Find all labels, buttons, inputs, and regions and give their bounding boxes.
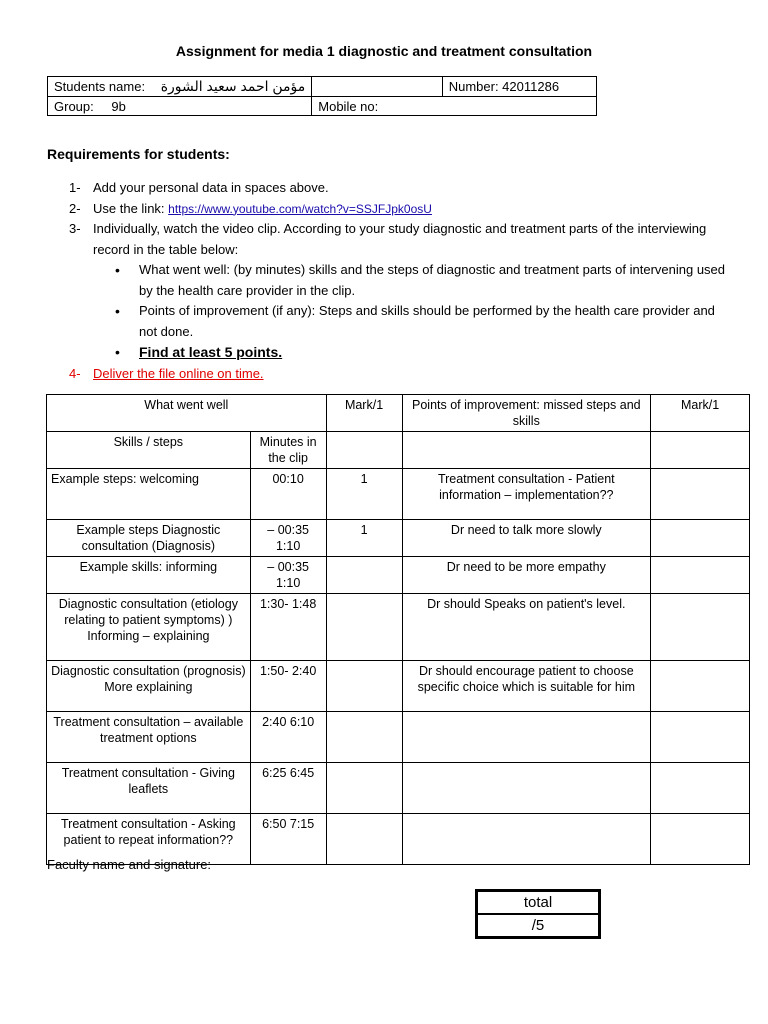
improvement-cell[interactable] bbox=[402, 814, 651, 865]
skill-cell[interactable]: Example skills: informing bbox=[47, 557, 251, 594]
bullet-item bbox=[47, 301, 727, 342]
list-item bbox=[47, 178, 727, 199]
skill-cell[interactable]: Diagnostic consultation (prognosis) More explaining bbox=[47, 661, 251, 712]
minutes-cell[interactable]: – 00:35 1:10 bbox=[250, 557, 326, 594]
list-item bbox=[47, 199, 727, 220]
table-row bbox=[47, 594, 750, 661]
mobile-label: Mobile no: bbox=[318, 98, 379, 114]
total-box bbox=[475, 889, 601, 939]
bullet-item bbox=[47, 260, 727, 301]
list-number: 1- bbox=[69, 180, 81, 195]
total-value[interactable]: /5 bbox=[477, 914, 600, 938]
header-mark: Mark/1 bbox=[326, 395, 402, 432]
students-name-cell[interactable] bbox=[48, 77, 312, 97]
bullet-icon: • bbox=[115, 262, 120, 278]
mark-cell[interactable]: 1 bbox=[326, 520, 402, 557]
page-title: Assignment for media 1 diagnostic and treatment consultation bbox=[175, 43, 593, 59]
video-link[interactable]: https://www.youtube.com/watch?v=SSJFJpk0osU bbox=[168, 201, 432, 216]
list-text: Use the link: bbox=[93, 200, 169, 216]
mark-cell[interactable] bbox=[326, 661, 402, 712]
bullet-text: What went well: (by minutes) skills and the steps of diagnostic and treatment parts of intervening used by the health care provider in the clip. bbox=[139, 262, 726, 298]
list-item bbox=[47, 219, 727, 260]
minutes-cell[interactable]: 6:50 7:15 bbox=[250, 814, 326, 865]
mark2-cell[interactable] bbox=[651, 712, 750, 763]
skill-cell[interactable]: Treatment consultation - Asking patient to repeat information?? bbox=[47, 814, 251, 865]
skill-cell[interactable]: Example steps: welcoming bbox=[47, 469, 251, 520]
students-name-cell-extra[interactable] bbox=[312, 77, 442, 97]
minutes-cell[interactable]: 2:40 6:10 bbox=[250, 712, 326, 763]
mark-cell[interactable] bbox=[326, 763, 402, 814]
minutes-cell[interactable]: 1:30- 1:48 bbox=[250, 594, 326, 661]
mark-cell[interactable] bbox=[326, 814, 402, 865]
improvement-cell[interactable]: Dr need to talk more slowly bbox=[402, 520, 651, 557]
list-text: Individually, watch the video clip. According to your study diagnostic and treatment parts of the interviewing record in the table below: bbox=[93, 221, 707, 257]
minutes-cell[interactable]: 00:10 bbox=[250, 469, 326, 520]
minutes-cell[interactable]: 1:50- 2:40 bbox=[250, 661, 326, 712]
minutes-cell[interactable]: 6:25 6:45 bbox=[250, 763, 326, 814]
header-mark: Mark/1 bbox=[651, 395, 750, 432]
empty-cell[interactable] bbox=[326, 432, 402, 469]
number-cell[interactable] bbox=[442, 77, 596, 97]
mark-cell[interactable] bbox=[326, 594, 402, 661]
mark2-cell[interactable] bbox=[651, 557, 750, 594]
students-name-label: Students name: bbox=[54, 79, 146, 94]
students-name-value: مؤمن احمد سعيد الشورة bbox=[160, 78, 306, 94]
skill-cell[interactable]: Treatment consultation - Giving leaflets bbox=[47, 763, 251, 814]
mark-cell[interactable] bbox=[326, 712, 402, 763]
table-row bbox=[47, 763, 750, 814]
improvement-cell[interactable] bbox=[402, 712, 651, 763]
mark2-cell[interactable] bbox=[651, 594, 750, 661]
group-value: 9b bbox=[111, 98, 126, 114]
requirements-list bbox=[47, 178, 727, 384]
subheader-skills: Skills / steps bbox=[47, 432, 251, 469]
header-points-improvement: Points of improvement: missed steps and skills bbox=[402, 395, 651, 432]
improvement-cell[interactable]: Dr need to be more empathy bbox=[402, 557, 651, 594]
list-number: 3- bbox=[69, 221, 81, 236]
faculty-signature-label: Faculty name and signature: bbox=[47, 857, 212, 872]
list-text: Deliver the file online on time. bbox=[93, 365, 264, 381]
table-row bbox=[47, 469, 750, 520]
bullet-item bbox=[47, 342, 727, 364]
mark-cell[interactable]: 1 bbox=[326, 469, 402, 520]
mark2-cell[interactable] bbox=[651, 763, 750, 814]
header-what-went-well: What went well bbox=[47, 395, 327, 432]
improvement-cell[interactable]: Treatment consultation - Patient information – implementation?? bbox=[402, 469, 651, 520]
mark-cell[interactable] bbox=[326, 557, 402, 594]
mobile-cell[interactable] bbox=[312, 97, 597, 116]
evaluation-table bbox=[46, 394, 750, 865]
table-row bbox=[47, 557, 750, 594]
skill-cell[interactable]: Example steps Diagnostic consultation (Diagnosis) bbox=[47, 520, 251, 557]
group-cell[interactable] bbox=[48, 97, 312, 116]
mark2-cell[interactable] bbox=[651, 814, 750, 865]
mark2-cell[interactable] bbox=[651, 469, 750, 520]
group-label: Group: bbox=[54, 98, 94, 114]
list-number: 4- bbox=[69, 365, 81, 381]
table-row bbox=[47, 712, 750, 763]
bullet-text: Points of improvement (if any): Steps and skills should be performed by the health care provider and not done. bbox=[139, 303, 715, 339]
improvement-cell[interactable] bbox=[402, 763, 651, 814]
improvement-cell[interactable]: Dr should encourage patient to choose specific choice which is suitable for him bbox=[402, 661, 651, 712]
table-row bbox=[47, 661, 750, 712]
improvement-cell[interactable]: Dr should Speaks on patient's level. bbox=[402, 594, 651, 661]
number-label: Number: 42011286 bbox=[448, 79, 560, 94]
mark2-cell[interactable] bbox=[651, 661, 750, 712]
skill-cell[interactable]: Treatment consultation – available treatment options bbox=[47, 712, 251, 763]
list-text: Add your personal data in spaces above. bbox=[93, 180, 329, 195]
mark2-cell[interactable] bbox=[651, 520, 750, 557]
empty-cell[interactable] bbox=[651, 432, 750, 469]
minutes-cell[interactable]: – 00:35 1:10 bbox=[250, 520, 326, 557]
empty-cell[interactable] bbox=[402, 432, 651, 469]
student-info-table bbox=[47, 76, 597, 116]
subheader-minutes: Minutes in the clip bbox=[250, 432, 326, 469]
bullet-text: Find at least 5 points. bbox=[139, 344, 283, 360]
list-number: 2- bbox=[69, 200, 81, 216]
bullet-icon: • bbox=[115, 303, 120, 319]
requirements-heading: Requirements for students: bbox=[47, 146, 230, 162]
table-row bbox=[47, 520, 750, 557]
list-item bbox=[47, 364, 727, 385]
skill-cell[interactable]: Diagnostic consultation (etiology relating to patient symptoms) ) Informing – explaining bbox=[47, 594, 251, 661]
bullet-icon: • bbox=[115, 344, 120, 360]
total-label: total bbox=[477, 891, 600, 915]
